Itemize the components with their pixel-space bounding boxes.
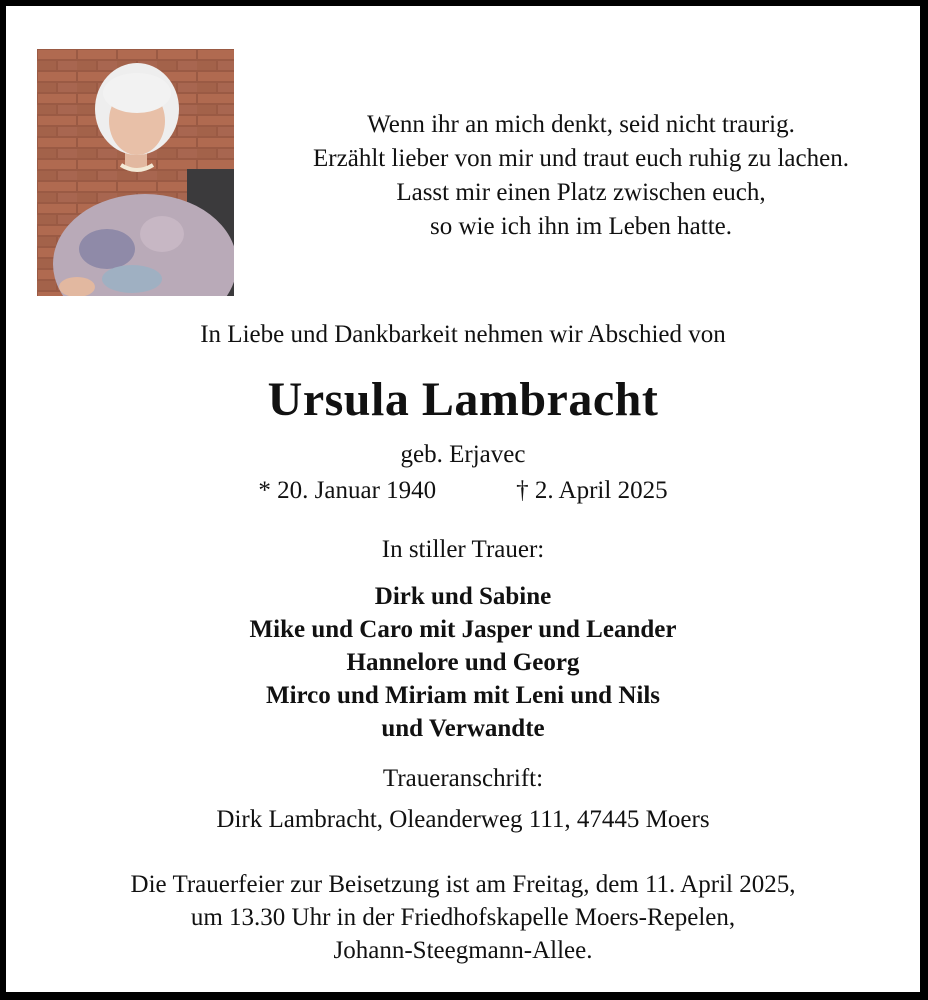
- mourner: Dirk und Sabine: [374, 583, 552, 610]
- funeral-service-info: [6, 868, 920, 967]
- address-label: Traueranschrift:: [382, 765, 544, 792]
- memorial-poem: [251, 108, 911, 244]
- deceased-name: Ursula Lambracht: [267, 373, 659, 426]
- birth-name: geb. Erjavec: [400, 441, 526, 468]
- service-line: um 13.30 Uhr in der Friedhofskapelle Moers-Repelen,: [190, 904, 736, 931]
- death-date: † 2. April 2025: [516, 477, 668, 504]
- service-line: Johann-Steegmann-Allee.: [333, 937, 593, 964]
- service-line: Die Trauerfeier zur Beisetzung ist am Freitag, dem 11. April 2025,: [130, 871, 796, 898]
- portrait-photo: [37, 49, 234, 296]
- mourner: und Verwandte: [381, 715, 545, 742]
- portrait-icon: [37, 49, 234, 296]
- obituary-notice: [6, 6, 920, 992]
- life-dates: [6, 474, 920, 508]
- farewell-intro: In Liebe und Dankbarkeit nehmen wir Abschied von: [200, 321, 726, 348]
- mourning-address: Dirk Lambracht, Oleanderweg 111, 47445 Moers: [216, 806, 710, 833]
- mourner: Hannelore und Georg: [346, 649, 580, 676]
- birth-date: * 20. Januar 1940: [258, 477, 437, 504]
- mourning-label: In stiller Trauer:: [381, 536, 545, 563]
- poem-line: Wenn ihr an mich denkt, seid nicht traurig.: [367, 111, 795, 138]
- mourner: Mike und Caro mit Jasper und Leander: [249, 616, 677, 643]
- mourners-list: [6, 580, 920, 745]
- mourner: Mirco und Miriam mit Leni und Nils: [265, 682, 660, 709]
- poem-line: Lasst mir einen Platz zwischen euch,: [396, 179, 766, 206]
- poem-line: so wie ich ihn im Leben hatte.: [429, 213, 732, 240]
- poem-line: Erzählt lieber von mir und traut euch ruhig zu lachen.: [313, 145, 849, 172]
